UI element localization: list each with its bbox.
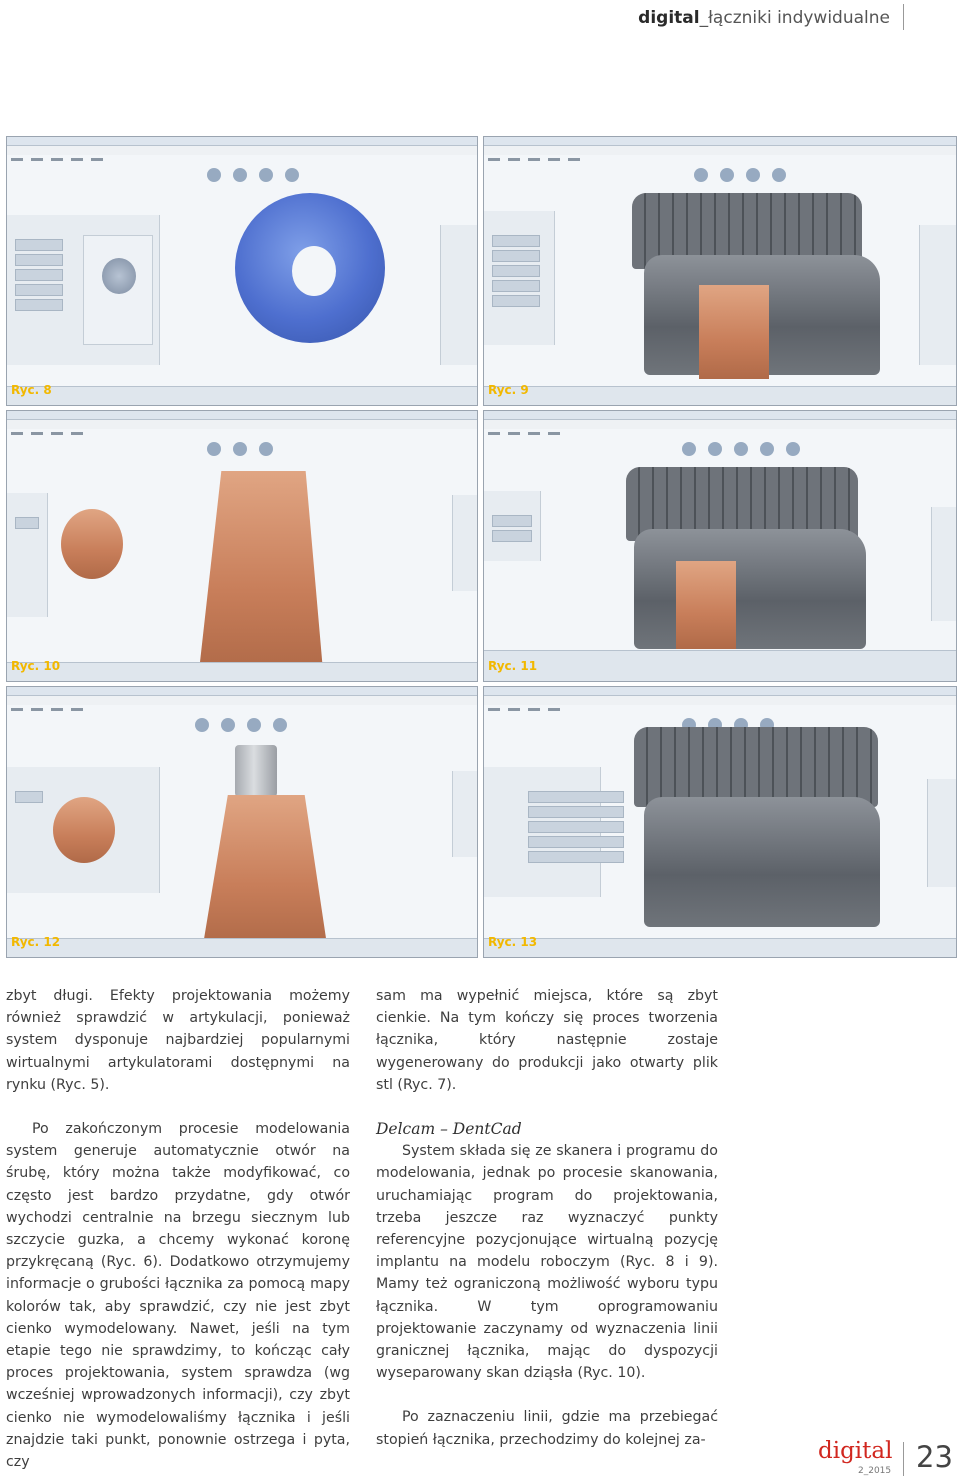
toolbar xyxy=(207,441,285,460)
status-bar xyxy=(484,938,956,957)
status-bar xyxy=(484,650,956,681)
right-column xyxy=(376,985,718,1451)
abutment-cylinder xyxy=(235,745,277,797)
menu-bar xyxy=(7,696,477,705)
figure-label: Ryc. 12 xyxy=(11,935,61,949)
menu-bar xyxy=(484,420,956,429)
figure-label: Ryc. 11 xyxy=(488,659,538,673)
left-panel xyxy=(484,767,601,897)
toolbar xyxy=(694,167,798,186)
menu-bar xyxy=(484,146,956,155)
left-panel xyxy=(7,493,48,617)
left-panel xyxy=(484,491,541,561)
paragraph: Po zaznaczeniu linii, gdzie ma przebiegać stopień łącznika, przechodzimy do kolejnej za- xyxy=(376,1409,718,1448)
figure-label: Ryc. 13 xyxy=(488,935,538,949)
page-number: 23 xyxy=(916,1440,953,1474)
window-titlebar xyxy=(7,411,477,420)
toolbar xyxy=(195,717,299,736)
window-titlebar xyxy=(7,687,477,696)
menu-bar xyxy=(7,146,477,155)
menu-bar xyxy=(484,696,956,705)
figure-label: Ryc. 8 xyxy=(11,383,52,397)
figure-13 xyxy=(483,686,957,958)
window-titlebar xyxy=(484,411,956,420)
jaw-scan xyxy=(634,529,866,649)
paragraph: sam ma wypełnić miejsca, które są zbyt cienkie. Na tym kończy się proces tworzenia łącznika, który następnie zostaje wygenerowany do produkcji jako otwarty plik stl (Ryc. 7). xyxy=(376,988,718,1093)
figure-9 xyxy=(483,136,957,406)
menu-bar xyxy=(7,420,477,429)
gum-scan xyxy=(699,285,769,379)
toolbar xyxy=(207,167,311,186)
figure-label: Ryc. 10 xyxy=(11,659,61,673)
footer-divider xyxy=(903,1442,904,1476)
right-panel xyxy=(440,225,477,365)
running-header xyxy=(638,8,890,28)
window-titlebar xyxy=(484,687,956,696)
status-bar xyxy=(7,662,477,681)
window-titlebar xyxy=(7,137,477,146)
paragraph: zbyt długi. Efekty projektowania możemy również sprawdzić w artykulacji, ponieważ system dysponuje najbardziej popularnymi wirtualnymi artykulatorami dostępnymi na rynku (Ryc. 5). xyxy=(6,988,350,1093)
figure-11 xyxy=(483,410,957,682)
header-brand: digital xyxy=(638,8,700,28)
jaw-scan xyxy=(644,797,880,927)
left-panel xyxy=(7,767,160,893)
status-bar xyxy=(7,386,477,405)
figure-12 xyxy=(6,686,478,958)
right-panel xyxy=(452,495,477,591)
header-divider xyxy=(903,4,904,30)
right-panel xyxy=(931,507,956,621)
upper-teeth-scan xyxy=(634,727,878,807)
footer-logo: digital xyxy=(818,1438,893,1464)
paragraph: System składa się ze skanera i programu do modelowania, jednak po procesie skanowania, uruchamiając program do projektowania, trzeba jeszcze raz wyznaczyć punkty referencyjne pozycjonujące wirtualną pozycję implantu na modelu roboczym (Ryc. 8 i 9). Mamy też ograniczoną możliwość wyboru typu łącznika. W tym oprogramowaniu projektowanie zaczynamy od wyznaczenia linii granicznej łącznika, mając do dyspozycji wyseparowany skan dziąsła (Ryc. 10). xyxy=(376,1143,718,1382)
gum-scan xyxy=(676,561,736,649)
footer-issue: 2_2015 xyxy=(858,1466,892,1476)
gum-preview xyxy=(61,509,123,579)
figure-8 xyxy=(6,136,478,406)
gum-scan xyxy=(199,471,323,671)
header-section: _łączniki indywidualne xyxy=(699,8,890,28)
status-bar xyxy=(484,386,956,405)
left-panel xyxy=(7,215,160,365)
toolbar xyxy=(682,441,812,460)
right-panel xyxy=(452,771,477,857)
left-column xyxy=(6,985,350,1473)
paragraph: Po zakończonym procesie modelowania system generuje automatycznie otwór na śrubę, który można także modyfikować, co często jest bardzo przydatne, gdy otwór wychodzi centralnie na brzegu siecznym lub szczycie guzka, a chcemy wykonać koronę przykręcaną (Ryc. 6). Dodatkowo otrzymujemy informacje o grubości łącznika za pomocą mapy kolorów tak, aby sprawdzić, czy nie jest zbyt cienko wymodelowany. Nawet, jeśli na tym etapie tego nie sprawdzimy, to kończąc cały proces projektowania, system sprawdza (wg wcześniej wprowadzonych informacji), czy zbyt cienko nie wymodelowaliśmy łącznika i jeśli znajdzie taki punkt, ponownie ostrzega i pyta, czy xyxy=(6,1121,350,1471)
figure-label: Ryc. 9 xyxy=(488,383,529,397)
left-panel xyxy=(484,211,555,345)
subheading: Delcam – DentCad xyxy=(376,1120,522,1139)
status-bar xyxy=(7,938,477,957)
figure-10 xyxy=(6,410,478,682)
ring-hole xyxy=(292,246,336,296)
window-titlebar xyxy=(484,137,956,146)
right-panel xyxy=(927,779,956,887)
gum-scan xyxy=(203,795,327,945)
right-panel xyxy=(919,225,956,365)
